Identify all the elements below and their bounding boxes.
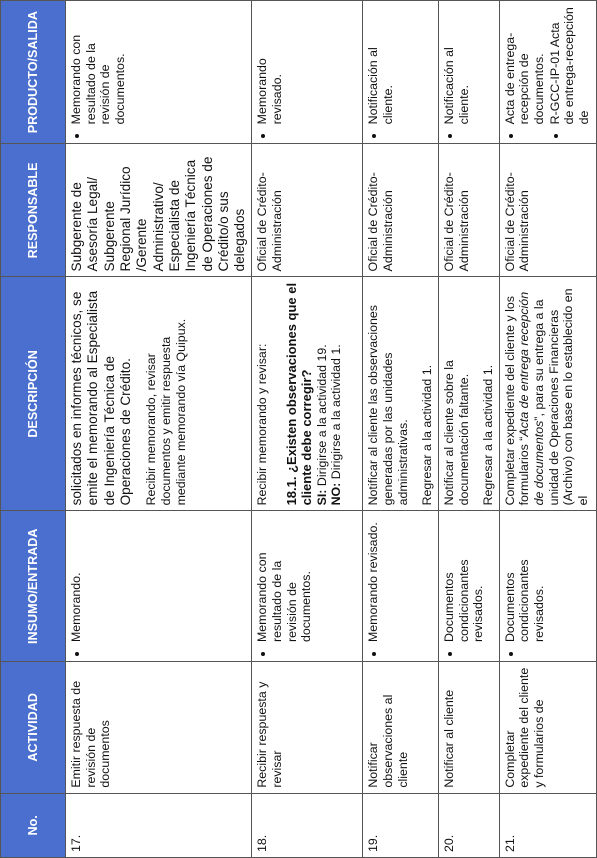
option-no: NO: Dirigirse a la actividad 1.	[329, 344, 344, 506]
cell-producto	[66, 1, 252, 144]
header-insumo: INSUMO/ENTRADA	[1, 511, 66, 662]
table-row	[66, 1, 252, 858]
insumo-list	[69, 516, 84, 656]
producto-list	[442, 6, 471, 138]
descripcion-text: Notificar al cliente sobre la documentación faltante.	[441, 360, 471, 506]
producto-item: • Notificación al cliente.	[366, 6, 395, 124]
cell-producto	[438, 1, 499, 144]
header-descripcion: DESCRIPCIÓN	[1, 277, 66, 511]
header-actividad: ACTIVIDAD	[1, 662, 66, 794]
descripcion-italic: Acta de entrega recepción de documentos	[517, 291, 547, 506]
cell-responsable: Oficial de Crédito-Administración	[438, 144, 499, 277]
producto-item: • Memorando revisado.	[255, 6, 284, 124]
table-row	[438, 1, 499, 858]
descripcion-text-2: Regresar a la actividad 1.	[420, 364, 435, 506]
cell-descripcion	[252, 277, 363, 511]
producto-item: • R-GCC-IP-01 Acta de entrega-recepción de	[548, 6, 592, 124]
producto-list	[503, 6, 592, 138]
descripcion-text-2: Regresar a la actividad 1.	[481, 364, 496, 506]
cell-descripcion	[499, 277, 596, 511]
cell-actividad: Notificar observaciones al cliente	[363, 662, 439, 794]
producto-list	[255, 6, 284, 138]
cell-no: 21.	[499, 793, 596, 857]
cell-no: 19.	[363, 793, 439, 857]
descripcion-text: Recibir memorando y revisar:	[255, 343, 270, 506]
cell-producto	[499, 1, 596, 144]
cell-insumo	[438, 511, 499, 662]
insumo-list	[255, 516, 314, 656]
descripcion-continued: solicitados en informes técnicos, se emite el memorando al Especialista de Ingeniería Técnica de Operaciones de Crédito.	[69, 290, 133, 506]
insumo-item: • Documentos condicionantes revisados.	[503, 516, 547, 642]
table-row	[363, 1, 439, 858]
descripcion-question: 18.1. ¿Existen observaciones que el cliente debe corregir?	[284, 282, 315, 506]
cell-producto	[252, 1, 363, 144]
cell-no: 20.	[438, 793, 499, 857]
table-body	[66, 1, 597, 858]
insumo-item: • Memorando revisado.	[366, 516, 381, 642]
option-si: SI: Dirigirse a la actividad 19.	[314, 344, 329, 506]
cell-responsable: Oficial de Crédito-Administración	[252, 144, 363, 277]
table-header-row	[1, 1, 66, 858]
descripcion-text: Recibir memorando, revisar documentos y emitir respuesta mediante memorando vía Quipux.	[144, 318, 188, 506]
descripcion-text: Notificar al cliente las observaciones generadas por las unidades administrativas.	[366, 305, 410, 506]
cell-producto	[363, 1, 439, 144]
insumo-list	[366, 516, 381, 656]
insumo-item: • Memorando.	[69, 516, 84, 642]
insumo-item: • Documentos condicionantes revisados.	[442, 516, 486, 642]
option-no-label: NO:	[329, 482, 344, 506]
cell-insumo	[66, 511, 252, 662]
cell-actividad: Recibir respuesta y revisar	[252, 662, 363, 794]
cell-insumo	[252, 511, 363, 662]
table-row	[499, 1, 596, 858]
header-no: No.	[1, 793, 66, 857]
cell-descripcion	[438, 277, 499, 511]
spacer	[270, 282, 280, 505]
cell-insumo	[363, 511, 439, 662]
cell-actividad: Completar expediente del cliente y formularios de	[499, 662, 596, 794]
producto-item: • Notificación al cliente.	[442, 6, 471, 124]
descripcion-text: Completar expediente del cliente y los formularios “Acta de entrega recepción de documentos”, para su entrega a la unidad de Operaciones Financieras (Archivo) con base en lo establecido en el	[502, 288, 590, 506]
insumo-list	[442, 516, 486, 656]
spacer	[471, 282, 481, 505]
spacer	[134, 282, 144, 505]
producto-list	[69, 6, 128, 138]
insumo-list	[503, 516, 547, 656]
spacer	[410, 282, 420, 505]
header-producto: PRODUCTO/SALIDA	[1, 1, 66, 144]
cell-responsable: Oficial de Crédito-Administración	[363, 144, 439, 277]
producto-item: • Acta de entrega-recepción de documentos.	[503, 6, 547, 124]
cell-responsable: Oficial de Crédito-Administración	[499, 144, 596, 277]
insumo-item: • Memorando con resultado de la revisión de documentos.	[255, 516, 314, 642]
header-responsable: RESPONSABLE	[1, 144, 66, 277]
cell-no: 17.	[66, 793, 252, 857]
cell-descripcion	[363, 277, 439, 511]
cell-no: 18.	[252, 793, 363, 857]
cell-descripcion	[66, 277, 252, 511]
option-si-label: SI:	[314, 489, 329, 506]
producto-item: • Memorando con resultado de la revisión de documentos.	[69, 6, 128, 124]
cell-actividad: Notificar al cliente	[438, 662, 499, 794]
cell-actividad: Emitir respuesta de revisión de documentos	[66, 662, 252, 794]
producto-list	[366, 6, 395, 138]
cell-responsable: Subgerente de Asesoría Legal/ Subgerente Regional Jurídico /Gerente Administrativo/ Especialista de Ingeniería Técnica de Operaciones de Crédito/o sus delegados	[66, 144, 252, 277]
table-row	[252, 1, 363, 858]
cell-insumo	[499, 511, 596, 662]
